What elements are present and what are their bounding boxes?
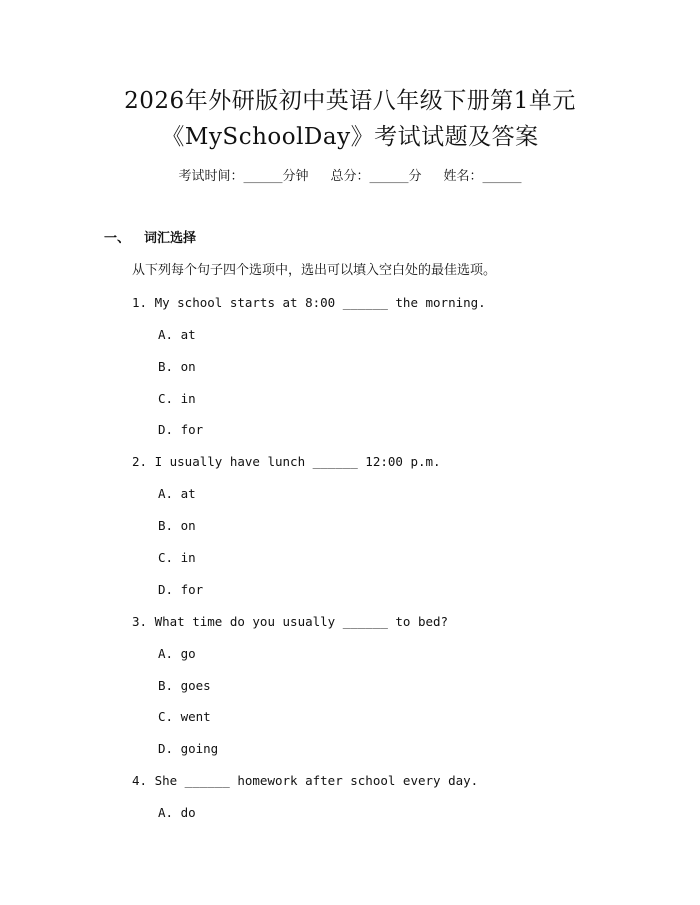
question-option: C. went xyxy=(158,709,211,724)
exam-total-score-field: 总分：______分 xyxy=(330,169,422,184)
question-option: B. goes xyxy=(158,678,211,693)
section-heading xyxy=(104,230,196,248)
question-stem: 1. My school starts at 8:00 ______ the morning. xyxy=(132,295,486,310)
exam-title-line2: 《MySchoolDay》考试试题及答案 xyxy=(161,124,539,150)
exam-title-line1: 2026年外研版初中英语八年级下册第1单元 xyxy=(124,88,576,114)
question-stem: 4. She ______ homework after school every day. xyxy=(132,773,479,788)
question-option: C. in xyxy=(158,550,196,565)
section-number: 一、 xyxy=(104,231,131,246)
question-option: A. do xyxy=(158,805,196,820)
question-option: D. for xyxy=(158,582,204,597)
question-option: C. in xyxy=(158,391,196,406)
question-option: D. going xyxy=(158,741,219,756)
exam-time-field: 考试时间：______分钟 xyxy=(178,169,309,184)
question-option: A. at xyxy=(158,327,196,342)
question-stem: 3. What time do you usually ______ to bed? xyxy=(132,614,449,629)
exam-meta-row xyxy=(0,168,700,186)
question-option: B. on xyxy=(158,518,196,533)
student-name-field: 姓名：______ xyxy=(443,169,522,184)
question-option: A. at xyxy=(158,486,196,501)
section-instruction: 从下列每个句子四个选项中，选出可以填入空白处的最佳选项。 xyxy=(132,263,497,278)
question-option: D. for xyxy=(158,422,204,437)
question-option: A. go xyxy=(158,646,196,661)
question-stem: 2. I usually have lunch ______ 12:00 p.m. xyxy=(132,454,441,469)
section-title: 词汇选择 xyxy=(144,231,197,246)
question-option: B. on xyxy=(158,359,196,374)
